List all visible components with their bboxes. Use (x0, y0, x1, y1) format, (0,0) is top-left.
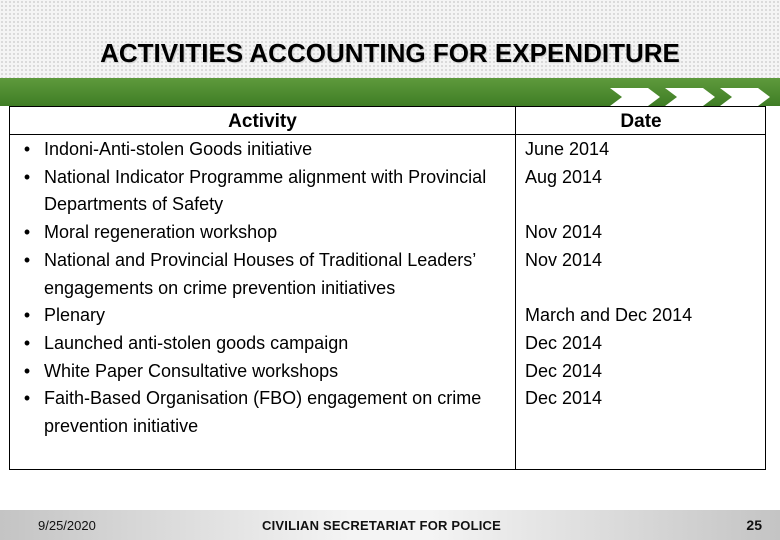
activity-cell: Faith-Based Organisation (FBO) engagement on crime prevention initiative (44, 388, 482, 437)
chevron-icon (720, 88, 770, 106)
date-column-header: Date (620, 111, 662, 132)
activity-column-header: Activity (228, 111, 297, 132)
table-row (10, 136, 765, 164)
activity-cell: National Indicator Programme alignment with Provincial Departments of Safety (44, 166, 487, 215)
date-cell: Aug 2014 (525, 166, 603, 187)
bullet-icon: • (23, 360, 31, 381)
bullet-icon: • (23, 166, 31, 187)
chevron-decoration-icon (610, 88, 780, 106)
table-row (10, 302, 765, 330)
bullet-icon: • (23, 332, 31, 353)
date-cell: June 2014 (525, 139, 610, 159)
slide-title: ACTIVITIES ACCOUNTING FOR EXPENDITURE (100, 38, 680, 68)
table-row (10, 358, 765, 386)
bullet-icon: • (23, 222, 31, 243)
date-cell: Nov 2014 (525, 222, 603, 243)
chevron-icon (610, 88, 660, 106)
bullet-icon: • (23, 249, 31, 270)
table-row (10, 164, 765, 219)
bullet-icon: • (23, 305, 31, 326)
activity-cell: National and Provincial Houses of Traditional Leaders’ engagements on crime prevention initiatives (44, 249, 476, 298)
table-row (10, 247, 765, 302)
activity-cell: Launched anti-stolen goods campaign (44, 332, 349, 353)
table-row (10, 385, 765, 440)
page-number: 25 (746, 517, 762, 533)
date-cell: March and Dec 2014 (525, 305, 693, 326)
activity-cell: White Paper Consultative workshops (44, 360, 339, 381)
chevron-icon (665, 88, 715, 106)
header-divider (10, 134, 765, 135)
bullet-icon: • (23, 388, 31, 409)
date-cell: Dec 2014 (525, 360, 603, 381)
date-cell: Nov 2014 (525, 249, 603, 270)
date-cell: Dec 2014 (525, 332, 603, 353)
table-body (10, 136, 765, 441)
activity-cell: Moral regeneration workshop (44, 222, 278, 243)
date-cell: Dec 2014 (525, 388, 603, 409)
table-row (10, 330, 765, 358)
footer-date: 9/25/2020 (38, 518, 96, 533)
table-row (10, 219, 765, 247)
activity-cell: Plenary (44, 305, 106, 326)
activity-cell: Indoni-Anti-stolen Goods initiative (44, 139, 313, 159)
activities-table (9, 106, 766, 470)
bullet-icon: • (23, 139, 31, 159)
footer-organisation: CIVILIAN SECRETARIAT FOR POLICE (262, 518, 502, 533)
